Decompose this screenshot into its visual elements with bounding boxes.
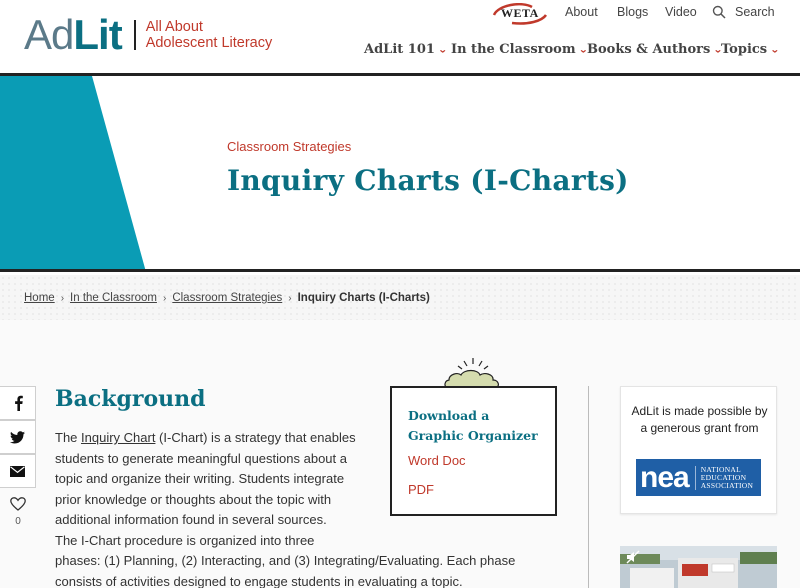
article-line-8: consists of activities designed to engage students in evaluating a topic.	[55, 573, 463, 588]
site-logo[interactable]	[24, 11, 273, 58]
chevron-down-icon: ⌄	[770, 44, 780, 55]
mute-icon[interactable]	[626, 550, 640, 564]
sponsor-text: AdLit is made possible by a generous grant from	[631, 404, 768, 435]
logo-divider	[134, 20, 136, 50]
logo-wordmark: AdLit	[24, 11, 122, 58]
weta-logo[interactable]	[492, 3, 548, 25]
nea-name	[695, 466, 753, 490]
search-icon[interactable]	[712, 5, 726, 19]
breadcrumb-home[interactable]: Home	[24, 292, 55, 304]
nav-label: Books & Authors	[587, 42, 711, 57]
breadcrumb-classroom-strategies[interactable]: Classroom Strategies	[172, 292, 283, 304]
facebook-share-button[interactable]	[0, 386, 36, 420]
graphic-organizer-box	[390, 386, 557, 516]
article-line-3: topic and organize their writing. Students integrate	[55, 471, 345, 486]
organizer-title: Download a Graphic Organizer	[408, 408, 538, 443]
article-line-5: additional information found in several sources.	[55, 512, 327, 527]
chevron-down-icon: ⌄	[578, 44, 588, 55]
nav-label: AdLit 101	[364, 42, 435, 57]
nav-item-adlit-101[interactable]	[364, 42, 447, 57]
nea-mark: nea	[640, 460, 689, 494]
page-title: Inquiry Charts (I-Charts)	[227, 164, 629, 197]
article-line-2: students to generate meaningful questions about a	[55, 450, 347, 466]
breadcrumb	[24, 292, 430, 304]
search-link[interactable]: Search	[735, 5, 775, 19]
page-kicker[interactable]: Classroom Strategies	[227, 139, 352, 154]
blogs-link[interactable]: Blogs	[617, 5, 649, 19]
email-icon	[10, 466, 25, 477]
chevron-down-icon: ⌄	[713, 44, 723, 55]
social-share-bar	[0, 386, 36, 488]
page-hero	[0, 76, 800, 272]
pdf-link[interactable]: PDF	[408, 482, 434, 497]
hero-accent-shape	[0, 76, 150, 272]
nav-item-in-the-classroom[interactable]	[451, 42, 588, 57]
tagline-line-1: All About	[145, 19, 203, 35]
text-run: (I-Chart) is a strategy that enables	[155, 430, 356, 445]
article-line-7: phases: (1) Planning, (2) Interacting, and (3) Integrating/Evaluating. Each phase	[55, 553, 516, 568]
chevron-right-icon: ›	[162, 292, 167, 304]
advertisement-video[interactable]	[620, 546, 777, 588]
facebook-icon	[12, 395, 24, 411]
nea-line: NATIONAL	[700, 464, 742, 474]
video-link[interactable]: Video	[665, 5, 697, 19]
weta-text: WETA	[501, 6, 539, 20]
twitter-share-button[interactable]	[0, 420, 36, 454]
nav-label: In the Classroom	[451, 42, 576, 57]
word-doc-link[interactable]: Word Doc	[408, 453, 466, 468]
nav-label: Topics	[721, 42, 768, 57]
like-count: 0	[15, 516, 21, 527]
like-button[interactable]	[0, 496, 36, 527]
article-line-4: prior knowledge or thoughts about the topic with	[55, 491, 332, 507]
tagline-line-2: Adolescent Literacy	[145, 35, 273, 51]
nav-item-topics[interactable]	[721, 42, 779, 57]
chevron-right-icon: ›	[288, 292, 292, 304]
chevron-down-icon: ⌄	[437, 44, 448, 55]
site-header	[0, 0, 800, 76]
about-link[interactable]: About	[565, 5, 598, 19]
chevron-right-icon: ›	[60, 292, 65, 304]
breadcrumb-current: Inquiry Charts (I-Charts)	[297, 292, 430, 304]
nea-logo[interactable]	[636, 459, 761, 496]
cloud-idea-icon	[442, 354, 504, 388]
heart-icon	[10, 497, 26, 511]
article-line-6: The I-Chart procedure is organized into three	[55, 532, 315, 548]
email-share-button[interactable]	[0, 454, 36, 488]
nav-item-books-authors[interactable]	[587, 42, 723, 57]
text-run: The	[55, 430, 82, 445]
logo-tagline	[146, 19, 273, 51]
nea-line: EDUCATION	[700, 472, 747, 482]
inquiry-chart-link[interactable]: Inquiry Chart	[81, 430, 156, 445]
breadcrumb-in-the-classroom[interactable]: In the Classroom	[70, 292, 157, 304]
ad-image	[620, 546, 777, 588]
twitter-icon	[10, 431, 25, 444]
nea-line: ASSOCIATION	[700, 480, 754, 490]
sidebar-divider	[588, 386, 589, 588]
section-heading-background: Background	[55, 386, 206, 412]
